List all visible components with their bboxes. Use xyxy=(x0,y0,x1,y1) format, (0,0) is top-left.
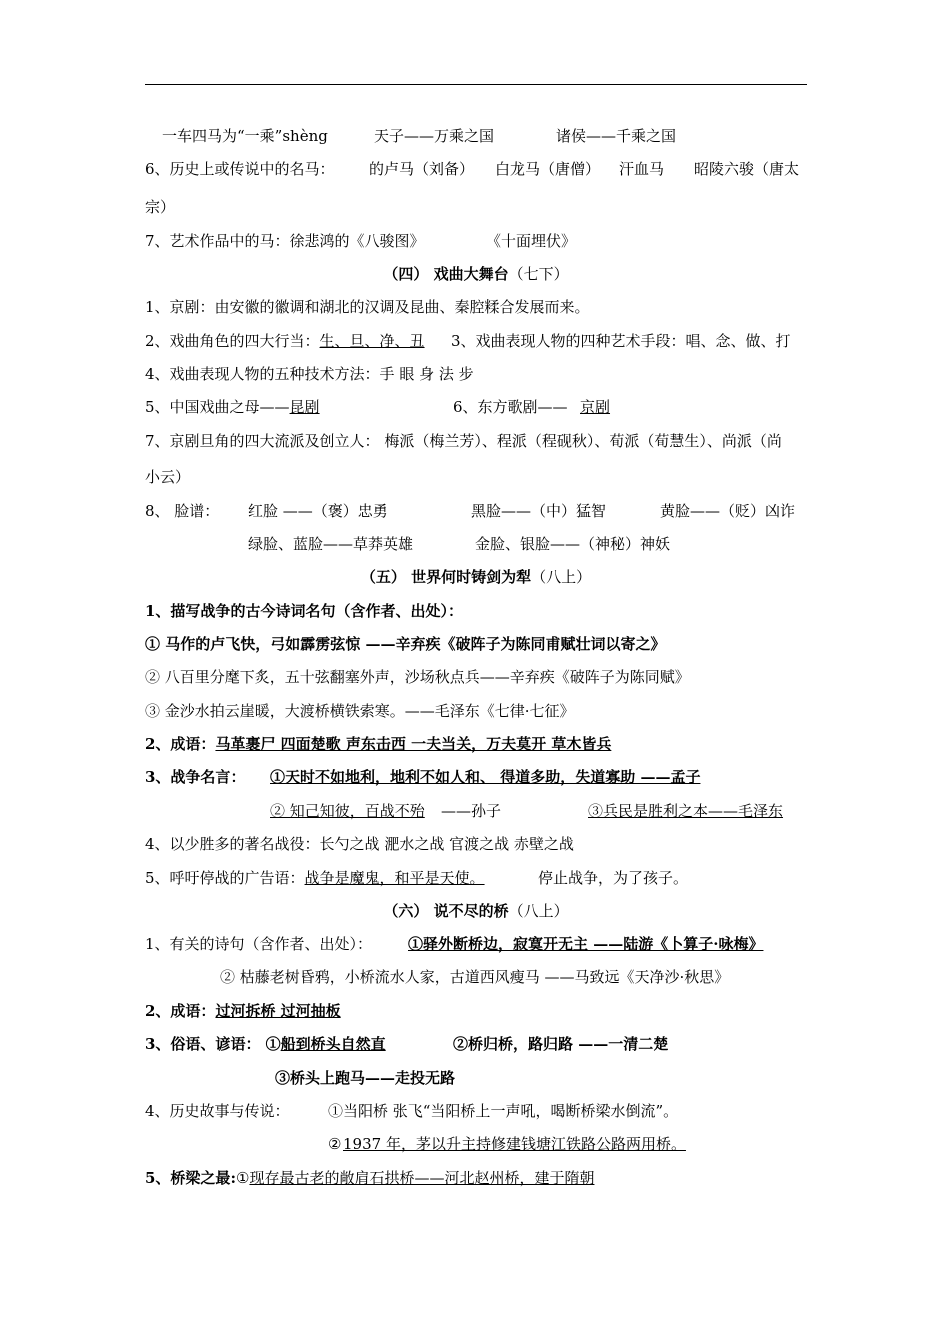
text-segment: 6、历史上或传说中的名马： xyxy=(145,160,335,178)
heading-grade: （八上） xyxy=(508,902,569,920)
text-line xyxy=(145,197,813,217)
heading-grade: （八上） xyxy=(531,568,592,586)
text-line xyxy=(145,934,813,954)
text-line xyxy=(145,364,813,384)
text-segment: ①当阳桥 张飞“当阳桥上一声吼，喝断桥梁水倒流”。 xyxy=(328,1102,679,1120)
text-line xyxy=(145,767,813,787)
text-segment: 2、戏曲角色的四大行当： xyxy=(145,332,320,350)
text-segment: 绿脸、蓝脸——草莽英雄 xyxy=(248,535,414,553)
text-segment: ② 枯藤老树昏鸦，小桥流水人家，古道西风瘦马 ——马致远《天净沙·秋思》 xyxy=(220,968,730,986)
text-segment: 1、京剧：由安徽的徽调和湖北的汉调及昆曲、秦腔糅合发展而来。 xyxy=(145,298,590,316)
text-segment: ②桥归桥，路归路 ——一清二楚 xyxy=(453,1035,669,1053)
text-segment: ② 八百里分麾下炙，五十弦翻塞外声，沙场秋点兵——辛弃疾《破阵子为陈同赋》 xyxy=(145,668,690,686)
text-segment: 宗） xyxy=(145,198,176,216)
header-rule xyxy=(145,84,807,85)
underlined-answer: 1937 年，茅以升主持修建钱塘江铁路公路两用桥。 xyxy=(343,1135,686,1153)
text-line xyxy=(145,501,813,521)
underlined-answer: 生、旦、净、丑 xyxy=(319,332,425,350)
text-segment: 停止战争，为了孩子。 xyxy=(538,869,689,887)
text-segment: 白龙马（唐僧） xyxy=(495,160,601,178)
text-segment: 3、戏曲表现人物的四种艺术手段：唱、念、做、打 xyxy=(451,332,791,350)
underlined-answer: 现存最古老的敞肩石拱桥——河北赵州桥，建于隋朝 xyxy=(249,1169,595,1187)
text-line xyxy=(145,1001,813,1021)
text-line xyxy=(162,126,830,146)
heading-title: （六） 说不尽的桥 xyxy=(383,902,509,920)
text-segment: ① xyxy=(235,1169,250,1187)
text-segment: 4、戏曲表现人物的五种技术方法：手 眼 身 法 步 xyxy=(145,365,474,383)
text-segment: 《十面埋伏》 xyxy=(486,232,577,250)
text-segment: 5、桥梁之最: xyxy=(145,1169,236,1187)
text-line xyxy=(145,734,813,754)
text-line xyxy=(145,1168,813,1188)
text-line xyxy=(145,834,813,854)
text-line xyxy=(145,331,813,351)
text-line xyxy=(145,1101,813,1121)
text-segment: 天子——万乘之国 xyxy=(374,127,495,145)
underlined-answer: ③兵民是胜利之本——毛泽东 xyxy=(588,802,784,820)
text-line xyxy=(145,231,813,251)
text-segment: 一车四马为“一乘”shèng xyxy=(162,127,328,145)
text-segment: ① 马作的卢飞快，弓如霹雳弦惊 ——辛弃疾《破阵子为陈同甫赋壮词以寄之》 xyxy=(145,635,666,653)
text-segment: 昭陵六骏（唐太 xyxy=(694,160,800,178)
text-segment: 7、京剧旦角的四大流派及创立人： 梅派（梅兰芳）、程派（程砚秋）、荀派（荀慧生）、尚派（尚 xyxy=(145,432,782,450)
section-heading xyxy=(145,264,807,284)
text-segment: ③ 金沙水拍云崖暖，大渡桥横铁索寒。——毛泽东《七律·七征》 xyxy=(145,702,575,720)
text-segment: 5、中国戏曲之母—— xyxy=(145,398,290,416)
text-line xyxy=(145,601,813,621)
text-segment: 2、成语： xyxy=(145,735,216,753)
text-segment: 汗血马 xyxy=(619,160,665,178)
text-segment: 1、有关的诗句（含作者、出处）： xyxy=(145,935,373,953)
underlined-answer: ② 知己知彼，百战不殆 xyxy=(270,802,425,820)
heading-title: （五） 世界何时铸剑为犁 xyxy=(360,568,532,586)
text-segment: 4、历史故事与传说： xyxy=(145,1102,290,1120)
text-segment: 2、成语： xyxy=(145,1002,216,1020)
underlined-answer: 过河拆桥 过河抽板 xyxy=(215,1002,341,1020)
heading-grade: （七下） xyxy=(508,265,569,283)
text-line xyxy=(145,701,813,721)
text-segment: 黑脸——（中）猛智 xyxy=(471,502,607,520)
text-segment: 5、呼吁停战的广告语： xyxy=(145,869,305,887)
underlined-answer: ①天时不如地利，地利不如人和、 得道多助，失道寡助 ——孟子 xyxy=(270,768,701,786)
text-line xyxy=(145,467,813,487)
underlined-answer: 昆剧 xyxy=(289,398,320,416)
text-segment: 小云） xyxy=(145,468,191,486)
underlined-answer: ①驿外断桥边，寂寞开无主 ——陆游《卜算子·咏梅》 xyxy=(408,935,764,953)
underlined-answer: 战争是魔鬼，和平是天使。 xyxy=(304,869,485,887)
text-line xyxy=(145,634,813,654)
heading-title: （四） 戏曲大舞台 xyxy=(383,265,509,283)
section-heading xyxy=(145,567,807,587)
underlined-answer: 船到桥头自然直 xyxy=(280,1035,386,1053)
text-segment: 诸侯——千乘之国 xyxy=(556,127,677,145)
text-segment: 1、描写战争的古今诗词名句（含作者、出处）： xyxy=(145,602,463,620)
underlined-answer: 京剧 xyxy=(580,398,611,416)
text-segment: 4、以少胜多的著名战役：长勺之战 淝水之战 官渡之战 赤壁之战 xyxy=(145,835,574,853)
text-line xyxy=(145,397,813,417)
text-segment: ② xyxy=(328,1135,342,1153)
text-line xyxy=(145,667,813,687)
text-segment: 8、 脸谱： xyxy=(145,502,220,520)
text-line xyxy=(145,1034,813,1054)
text-line xyxy=(145,431,813,451)
text-line xyxy=(145,159,813,179)
text-segment: ③桥头上跑马——走投无路 xyxy=(275,1069,456,1087)
text-segment: 6、东方歌剧—— xyxy=(453,398,568,416)
text-line xyxy=(145,297,813,317)
text-segment: 3、战争名言： xyxy=(145,768,246,786)
text-segment: 的卢马（刘备） xyxy=(369,160,475,178)
text-line xyxy=(145,868,813,888)
text-segment: 7、艺术作品中的马：徐悲鸿的《八骏图》 xyxy=(145,232,425,250)
section-heading xyxy=(145,901,807,921)
text-segment: 金脸、银脸——（神秘）神妖 xyxy=(475,535,671,553)
text-segment: 3、俗语、谚语： ① xyxy=(145,1035,281,1053)
text-segment: 黄脸——（贬）凶诈 xyxy=(660,502,796,520)
text-segment: ——孙子 xyxy=(441,802,502,820)
text-segment: 红脸 ——（褒）忠勇 xyxy=(248,502,388,520)
underlined-answer: 马革裹尸 四面楚歌 声东击西 一夫当关，万夫莫开 草木皆兵 xyxy=(215,735,612,753)
